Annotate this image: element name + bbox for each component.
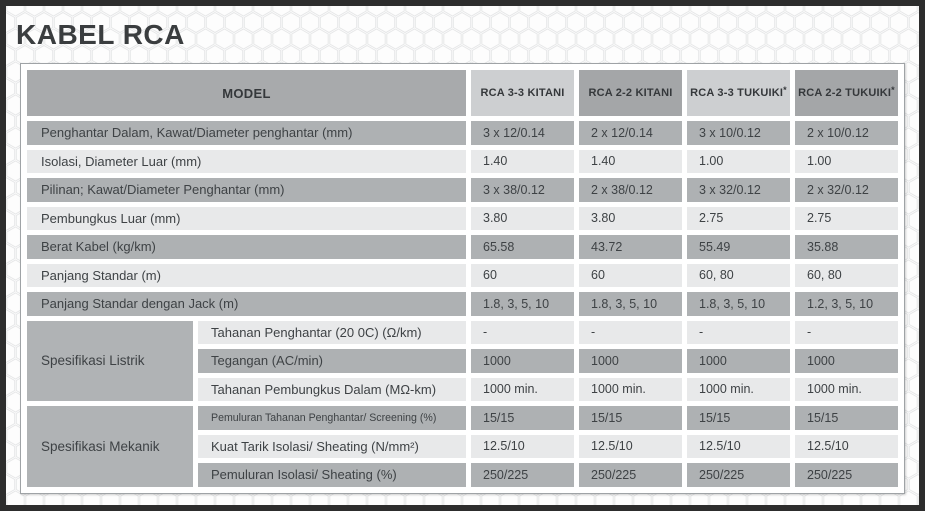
value-cell: 35.88 [795, 235, 898, 259]
value-cell: - [471, 321, 574, 345]
row-label: Berat Kabel (kg/km) [27, 235, 466, 259]
value-cell: 1000 [687, 349, 790, 373]
value-cell: 65.58 [471, 235, 574, 259]
value-cell: 1.8, 3, 5, 10 [471, 292, 574, 316]
row-label: Panjang Standar dengan Jack (m) [27, 292, 466, 316]
group-label-spesifikasi-listrik: Spesifikasi Listrik [27, 321, 193, 402]
value-cell: - [795, 321, 898, 345]
column-header-rca-2-2-tukuiki: RCA 2-2 TUKUIKI * [795, 70, 898, 116]
model-column-header: MODEL [27, 70, 466, 116]
value-cell: 15/15 [471, 406, 574, 430]
page-title: KABEL RCA [16, 19, 185, 50]
value-cell: - [687, 321, 790, 345]
value-cell: 55.49 [687, 235, 790, 259]
value-cell: 12.5/10 [687, 435, 790, 459]
row-label: Isolasi, Diameter Luar (mm) [27, 150, 466, 174]
value-cell: 250/225 [579, 463, 682, 487]
value-cell: 2 x 12/0.14 [579, 121, 682, 145]
value-cell: 3 x 38/0.12 [471, 178, 574, 202]
value-cell: 2 x 38/0.12 [579, 178, 682, 202]
value-cell: 43.72 [579, 235, 682, 259]
value-cell: 12.5/10 [795, 435, 898, 459]
column-header-rca-2-2-kitani [579, 70, 682, 116]
value-cell: 1.40 [471, 150, 574, 174]
value-cell: 3.80 [579, 207, 682, 231]
group-label-spesifikasi-mekanik: Spesifikasi Mekanik [27, 406, 193, 487]
column-header-label: RCA 2-2 KITANI [588, 87, 673, 99]
column-header-label: RCA 2-2 TUKUIKI [798, 87, 892, 99]
value-cell: 1000 min. [471, 378, 574, 402]
value-cell: 3 x 32/0.12 [687, 178, 790, 202]
value-cell: 1000 min. [579, 378, 682, 402]
column-header-rca-3-3-tukuiki: RCA 3-3 TUKUIKI * [687, 70, 790, 116]
value-cell: 2 x 32/0.12 [795, 178, 898, 202]
value-cell: 250/225 [795, 463, 898, 487]
value-cell: 60 [579, 264, 682, 288]
value-cell: 1000 [795, 349, 898, 373]
value-cell: 250/225 [471, 463, 574, 487]
value-cell: 1.00 [687, 150, 790, 174]
value-cell: 12.5/10 [471, 435, 574, 459]
value-cell: 3 x 10/0.12 [687, 121, 790, 145]
value-cell: 60, 80 [687, 264, 790, 288]
value-cell: 1.2, 3, 5, 10 [795, 292, 898, 316]
column-header-rca-3-3-kitani [471, 70, 574, 116]
sub-row-label: Kuat Tarik Isolasi/ Sheating (N/mm²) [198, 435, 466, 459]
sub-row-label: Tahanan Pembungkus Dalam (MΩ-km) [198, 378, 466, 402]
sub-row-label: Tahanan Penghantar (20 0C) (Ω/km) [198, 321, 466, 345]
row-label: Panjang Standar (m) [27, 264, 466, 288]
row-label: Pilinan; Kawat/Diameter Penghantar (mm) [27, 178, 466, 202]
value-cell: 2.75 [687, 207, 790, 231]
spec-table-panel [20, 63, 905, 494]
value-cell: 1000 min. [687, 378, 790, 402]
value-cell: 2 x 10/0.12 [795, 121, 898, 145]
sub-row-label: Pemuluran Tahanan Penghantar/ Screening (%) [198, 406, 466, 430]
row-label: Penghantar Dalam, Kawat/Diameter penghantar (mm) [27, 121, 466, 145]
spec-table [27, 70, 898, 487]
value-cell: 12.5/10 [579, 435, 682, 459]
value-cell: 60 [471, 264, 574, 288]
value-cell: 15/15 [795, 406, 898, 430]
value-cell: 15/15 [579, 406, 682, 430]
value-cell: 15/15 [687, 406, 790, 430]
value-cell: 1.8, 3, 5, 10 [687, 292, 790, 316]
value-cell: 1.8, 3, 5, 10 [579, 292, 682, 316]
sub-row-label: Pemuluran Isolasi/ Sheating (%) [198, 463, 466, 487]
value-cell: 1.40 [579, 150, 682, 174]
value-cell: 1000 [579, 349, 682, 373]
value-cell: 1.00 [795, 150, 898, 174]
sub-row-label: Tegangan (AC/min) [198, 349, 466, 373]
value-cell: 3.80 [471, 207, 574, 231]
column-header-label: RCA 3-3 KITANI [480, 87, 565, 99]
value-cell: 2.75 [795, 207, 898, 231]
column-header-label: RCA 3-3 TUKUIKI [690, 87, 784, 99]
value-cell: 1000 [471, 349, 574, 373]
value-cell: 3 x 12/0.14 [471, 121, 574, 145]
value-cell: 250/225 [687, 463, 790, 487]
row-label: Pembungkus Luar (mm) [27, 207, 466, 231]
value-cell: 1000 min. [795, 378, 898, 402]
value-cell: - [579, 321, 682, 345]
value-cell: 60, 80 [795, 264, 898, 288]
